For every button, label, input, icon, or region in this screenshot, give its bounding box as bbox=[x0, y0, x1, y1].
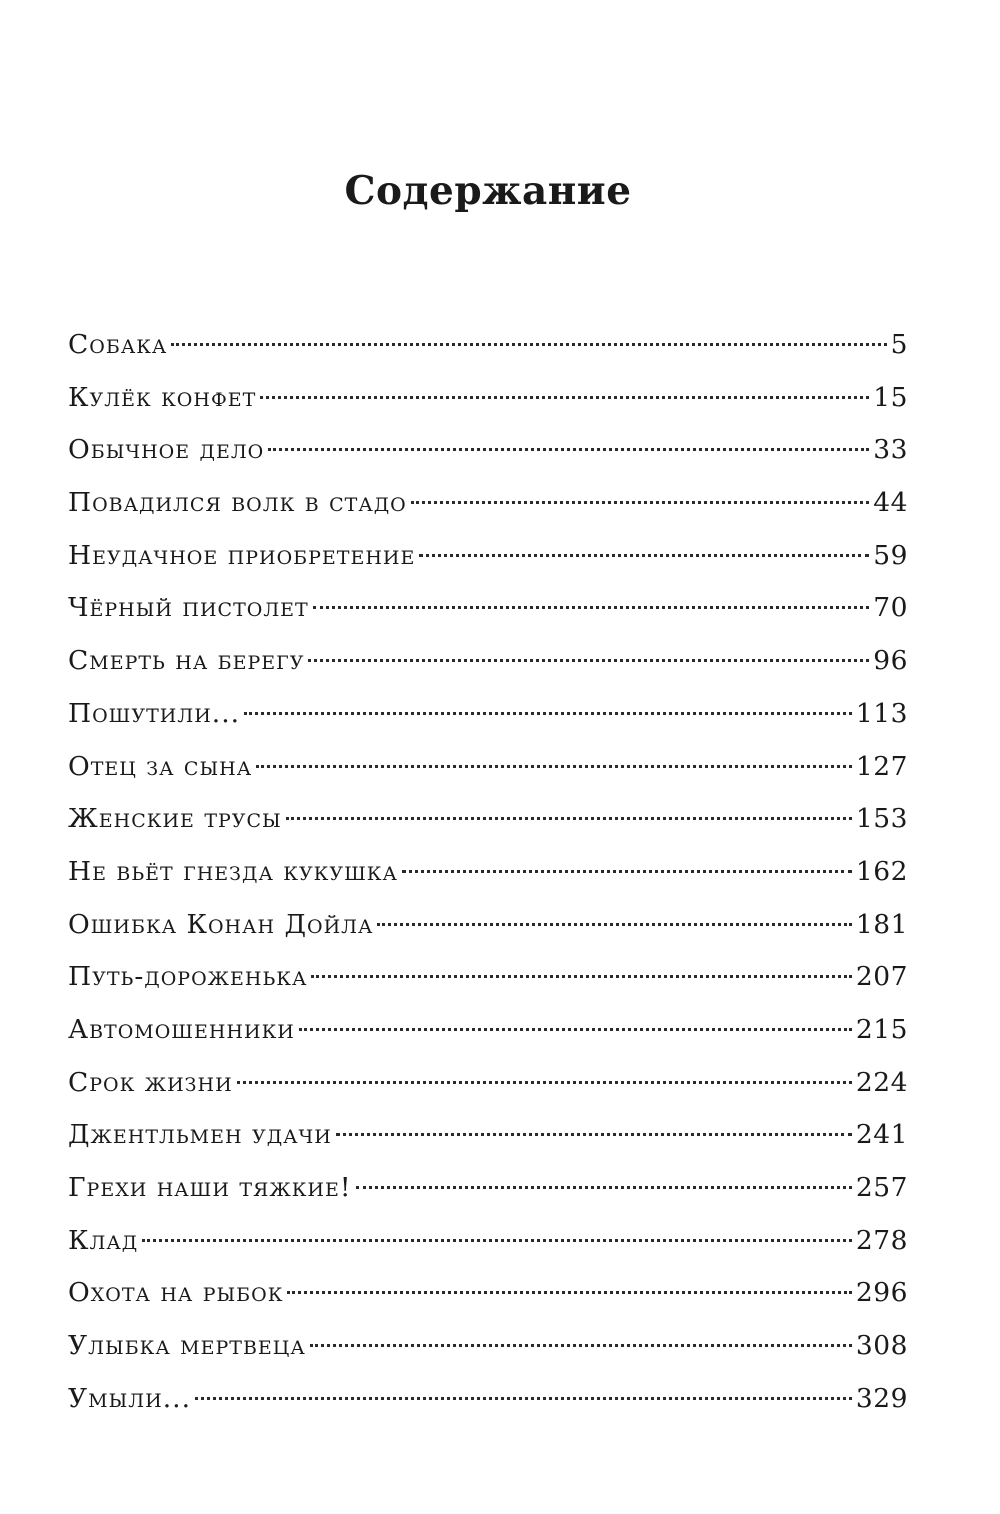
dot-leader bbox=[402, 870, 852, 873]
toc-entry-title: Умыли... bbox=[68, 1382, 191, 1414]
dot-leader bbox=[419, 554, 869, 557]
toc-entry-title: Собака bbox=[68, 329, 168, 360]
toc-entry-title: Женские трусы bbox=[68, 803, 282, 835]
dot-leader bbox=[311, 975, 852, 978]
toc-entry-title: Улыбка мертвеца bbox=[68, 1330, 306, 1362]
toc-entry-page: 153 bbox=[855, 803, 908, 835]
toc-entry-title: Смерть на берегу bbox=[68, 645, 305, 677]
dot-leader bbox=[336, 1133, 852, 1136]
toc-entry bbox=[68, 424, 908, 477]
toc-entry bbox=[68, 1057, 908, 1110]
toc-entry-page: 207 bbox=[855, 961, 908, 993]
toc-entry-page: 96 bbox=[873, 645, 908, 677]
toc-entry bbox=[68, 1162, 908, 1215]
toc-entry-page: 70 bbox=[873, 592, 908, 624]
toc-entry-title: Повадился волк в стадо bbox=[68, 487, 407, 519]
toc-entry-page: 241 bbox=[855, 1119, 908, 1151]
dot-leader bbox=[377, 923, 851, 926]
toc-entry-page: 15 bbox=[873, 381, 908, 413]
toc-entry-page: 162 bbox=[855, 855, 908, 887]
dot-leader bbox=[244, 712, 852, 715]
toc-entry bbox=[68, 1267, 908, 1320]
toc-entry-page: 181 bbox=[855, 908, 908, 940]
toc-entry bbox=[68, 741, 908, 794]
toc-entry bbox=[68, 1109, 908, 1162]
toc-entry bbox=[68, 688, 908, 741]
toc-entry-title: Грехи наши тяжкие! bbox=[68, 1172, 352, 1203]
toc-entry-title: Охота на рыбок bbox=[68, 1277, 284, 1309]
toc-entry-page: 296 bbox=[855, 1277, 908, 1309]
toc-entry bbox=[68, 530, 908, 583]
dot-leader bbox=[310, 1344, 852, 1347]
toc-entry bbox=[68, 899, 908, 952]
dot-leader bbox=[268, 448, 869, 451]
dot-leader bbox=[256, 765, 852, 768]
table-of-contents bbox=[68, 319, 908, 1425]
toc-entry-title: Автомошенники bbox=[68, 1013, 295, 1045]
toc-entry-title: Неудачное приобретение bbox=[68, 539, 416, 571]
toc-entry-title: Ошибка Конан Дойла bbox=[68, 908, 374, 940]
dot-leader bbox=[142, 1239, 852, 1242]
toc-entry-page: 59 bbox=[873, 539, 908, 571]
toc-entry bbox=[68, 951, 908, 1004]
toc-entry-title: Обычное дело bbox=[68, 434, 265, 466]
toc-entry bbox=[68, 319, 908, 372]
toc-entry-title: Джентльмен удачи bbox=[68, 1119, 332, 1151]
toc-entry-page: 127 bbox=[855, 750, 908, 782]
toc-entry-page: 33 bbox=[873, 434, 908, 466]
toc-entry bbox=[68, 846, 908, 899]
dot-leader bbox=[308, 659, 869, 662]
toc-entry-title: Срок жизни bbox=[68, 1066, 233, 1098]
toc-entry-title: Пошутили... bbox=[68, 697, 241, 729]
dot-leader bbox=[287, 1291, 851, 1294]
dot-leader bbox=[313, 606, 870, 609]
toc-entry-page: 224 bbox=[855, 1066, 908, 1098]
toc-entry-page: 5 bbox=[890, 329, 908, 360]
dot-leader bbox=[260, 396, 869, 399]
toc-entry bbox=[68, 582, 908, 635]
toc-entry-title: Чёрный пистолет bbox=[68, 592, 309, 624]
page-title: Содержание bbox=[344, 168, 632, 214]
toc-entry-page: 278 bbox=[855, 1224, 908, 1256]
toc-entry-title: Отец за сына bbox=[68, 750, 253, 782]
toc-entry-page: 44 bbox=[873, 487, 908, 519]
toc-entry-title: Клад bbox=[68, 1224, 139, 1256]
toc-entry bbox=[68, 1215, 908, 1268]
toc-entry bbox=[68, 635, 908, 688]
dot-leader bbox=[411, 501, 870, 504]
toc-entry-title: Не вьёт гнезда кукушка bbox=[68, 855, 398, 887]
dot-leader bbox=[286, 817, 852, 820]
toc-entry bbox=[68, 477, 908, 530]
toc-entry bbox=[68, 372, 908, 425]
dot-leader bbox=[237, 1081, 852, 1084]
dot-leader bbox=[195, 1397, 852, 1400]
toc-entry-title: Путь-дороженька bbox=[68, 961, 308, 993]
dot-leader bbox=[171, 343, 886, 346]
toc-entry-page: 329 bbox=[855, 1382, 908, 1414]
toc-entry-page: 308 bbox=[855, 1330, 908, 1362]
toc-entry-page: 113 bbox=[855, 697, 908, 729]
toc-entry-title: Кулёк конфет bbox=[68, 381, 257, 413]
toc-entry-page: 215 bbox=[855, 1013, 908, 1045]
toc-entry bbox=[68, 1373, 908, 1426]
dot-leader bbox=[356, 1186, 852, 1189]
dot-leader bbox=[299, 1028, 852, 1031]
toc-entry-page: 257 bbox=[855, 1172, 908, 1203]
toc-entry bbox=[68, 1004, 908, 1057]
toc-entry bbox=[68, 793, 908, 846]
toc-entry bbox=[68, 1320, 908, 1373]
